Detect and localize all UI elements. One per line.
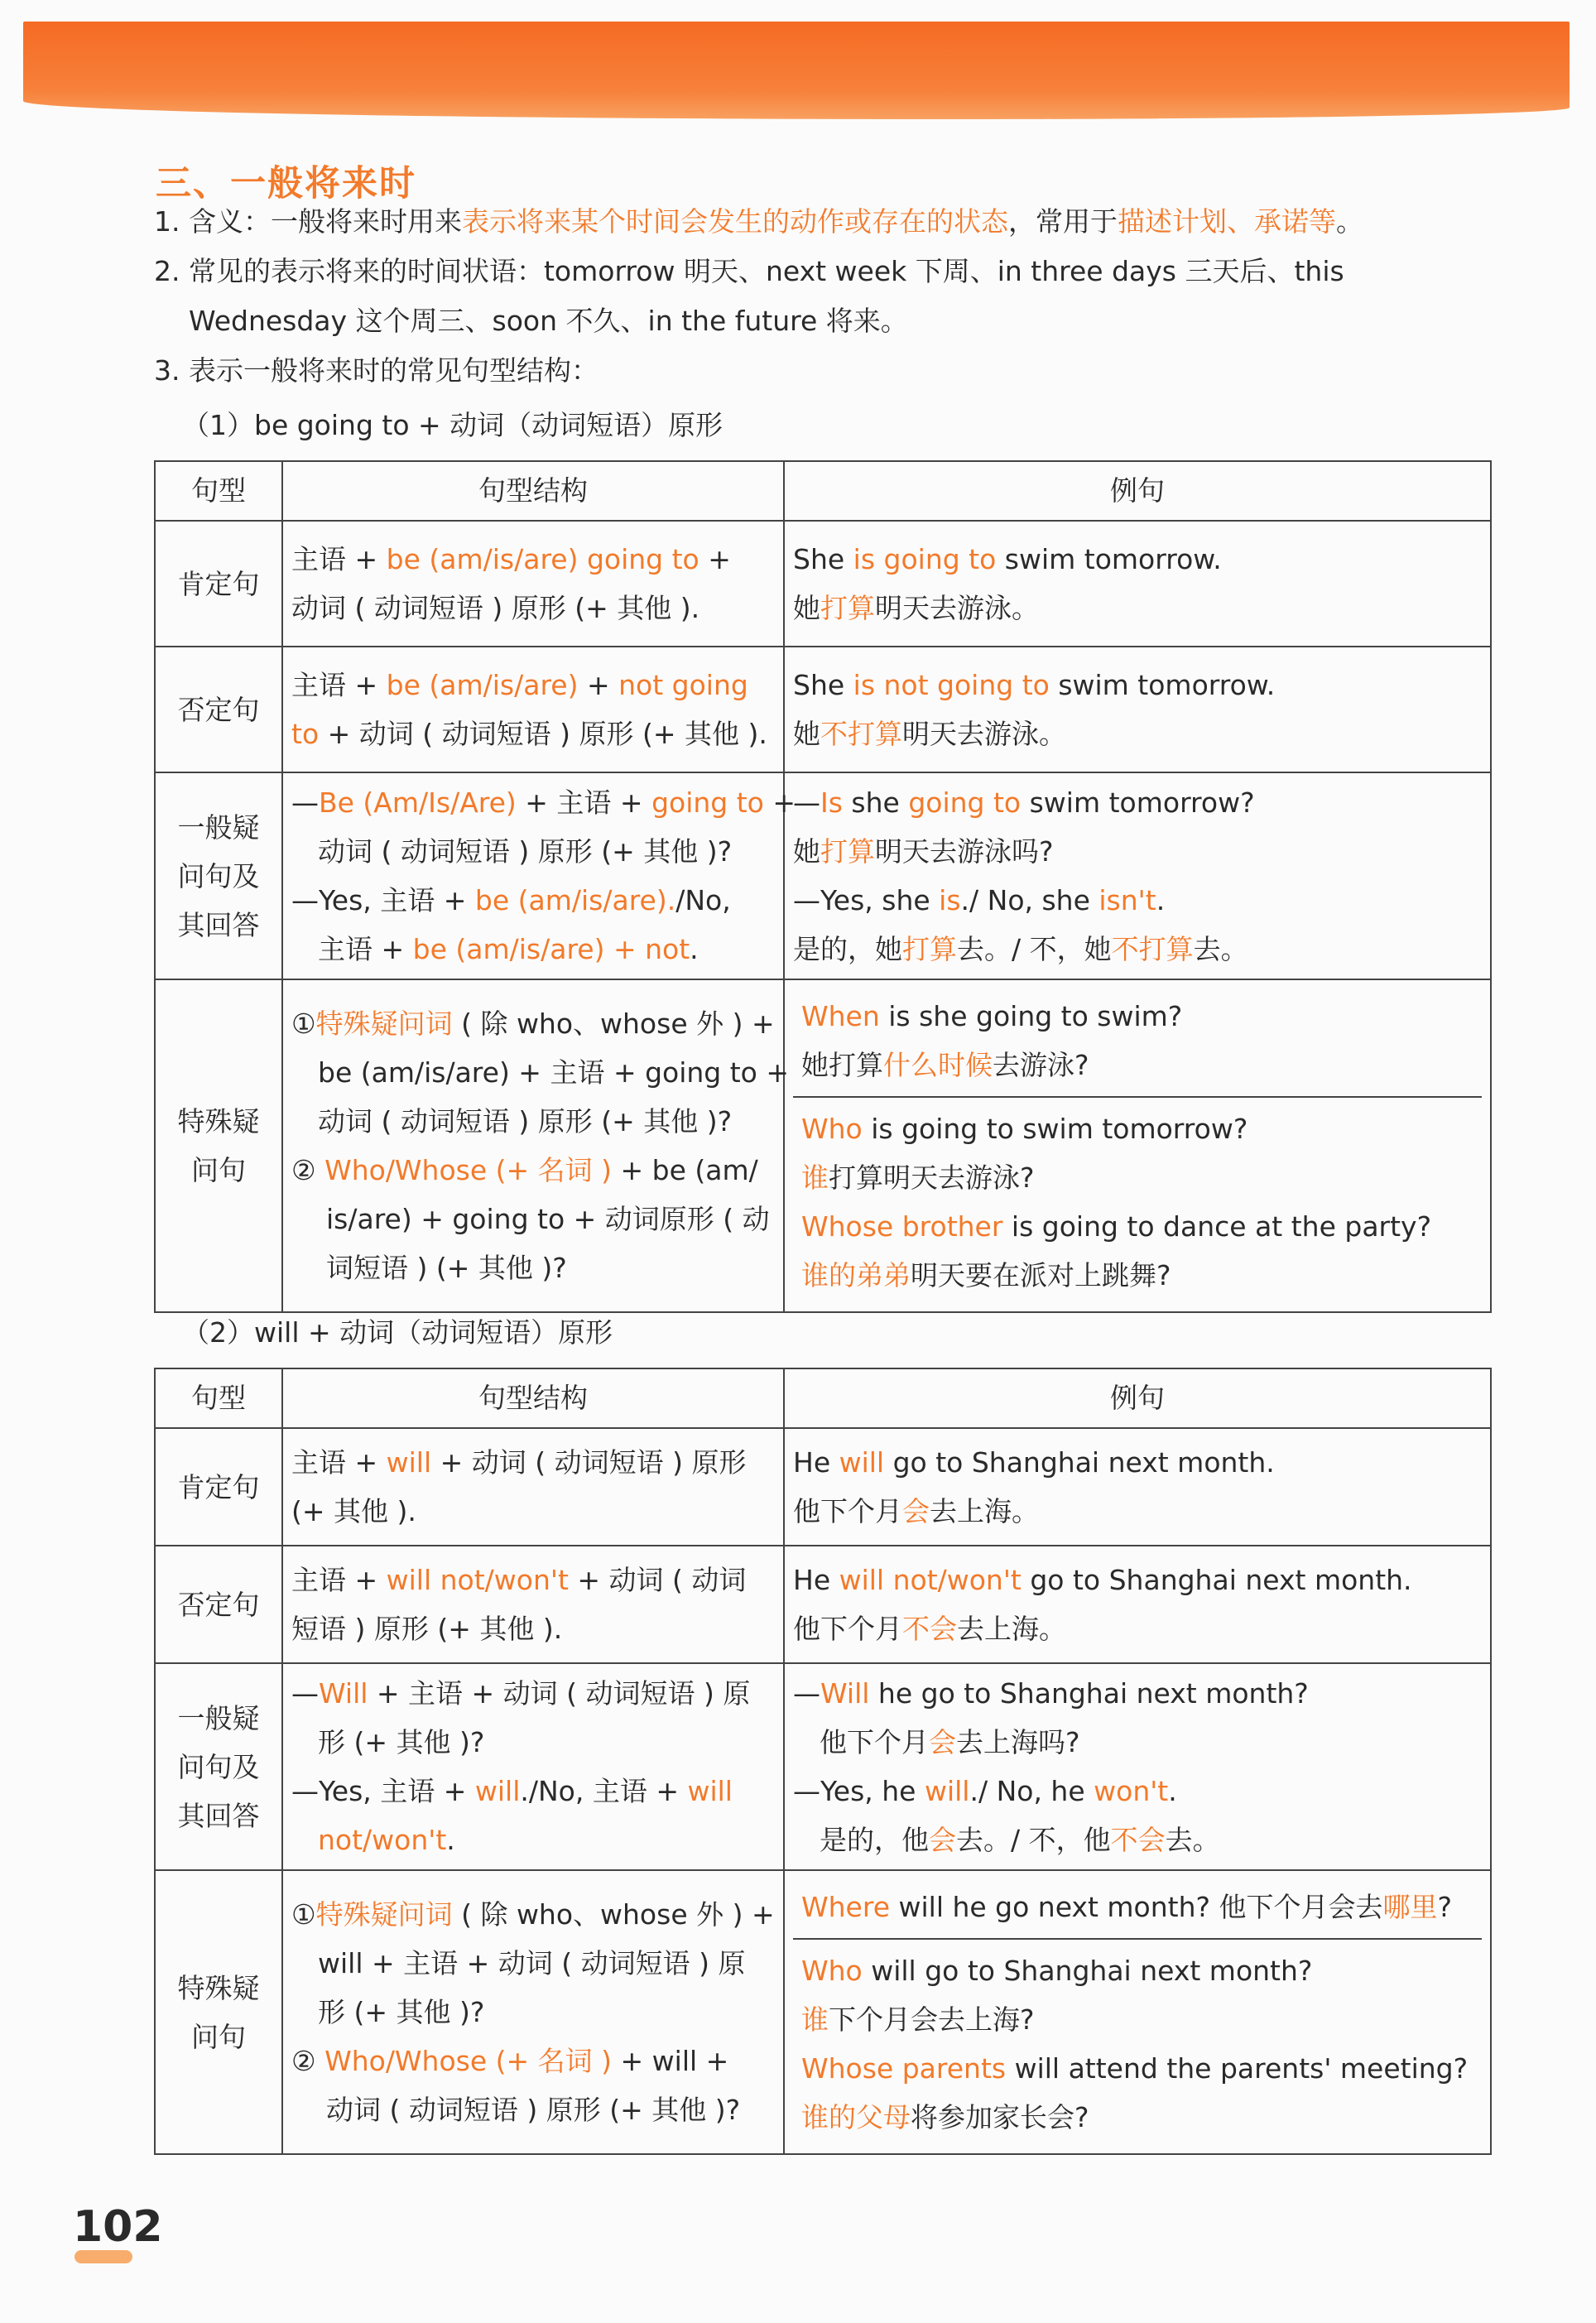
header-example: 例句 [784,461,1491,521]
sub-heading-be-going-to: （1）be going to + 动词（动词短语）原形 [182,409,723,441]
row-type: 特殊疑 问句 [155,979,282,1312]
table-row-yes-no-question [155,772,1491,979]
example-cell: —Is she going to swim tomorrow? 她打算明天去游泳吗? —Yes, she is./ No, she isn't. 是的，她打算去。/ 不，她不打算去。 [784,772,1491,979]
structure-cell: —Be (Am/Is/Are) + 主语 + going to + 动词 ( 动词短语 ) 原形 (+ 其他 )? —Yes, 主语 + be (am/is/are)./No, 主语 + be (am/is/are) + not. [282,772,784,979]
row-type: 否定句 [155,1546,282,1663]
structure-cell: 主语 + be (am/is/are) + not going to + 动词 ( 动词短语 ) 原形 (+ 其他 ). [282,647,784,772]
row-type: 特殊疑 问句 [155,1870,282,2154]
page-number-underline [75,2250,132,2263]
point-1-highlight: 表示将来某个时间会发生的动作或存在的状态 [461,205,1008,238]
row-type: 一般疑 问句及 其回答 [155,772,282,979]
example-cell: He will not/won't go to Shanghai next month. 他下个月不会去上海。 [784,1546,1491,1663]
top-banner [23,22,1570,119]
structure-cell: 主语 + be (am/is/are) going to + 动词 ( 动词短语 ) 原形 (+ 其他 ). [282,521,784,647]
structure-cell: 主语 + will + 动词 ( 动词短语 ) 原形 (+ 其他 ). [282,1428,784,1546]
table-row-wh-question [155,1870,1491,2154]
point-3: 3. 表示一般将来时的常见句型结构： [154,354,598,387]
header-type: 句型 [155,1368,282,1428]
example-part-1: When is she going to swim? 她打算什么时候去游泳? [801,1000,1183,1081]
example-part-2: Who will go to Shanghai next month? 谁下个月会去上海? Whose parents will attend the parents' meeting? 谁的父母将参加家长会? [793,1938,1482,2148]
table-row-affirmative [155,521,1491,647]
example-part-2: Who is going to swim tomorrow? 谁打算明天去游泳? Whose brother is going to dance at the party? 谁的弟弟明天要在派对上跳舞? [793,1096,1482,1306]
point-2-line-2: Wednesday 这个周三、soon 不久、in the future 将来。 [189,305,908,337]
row-type: 否定句 [155,647,282,772]
header-type: 句型 [155,461,282,521]
point-2-line-1: 2. 常见的表示将来的时间状语：tomorrow 明天、next week 下周、in three days 三天后、this [154,255,1344,287]
structure-cell: 主语 + will not/won't + 动词 ( 动词 短语 ) 原形 (+ 其他 ). [282,1546,784,1663]
structure-cell: ①特殊疑问词 ( 除 who、whose 外 ) + will + 主语 + 动词 ( 动词短语 ) 原 形 (+ 其他 )? ② Who/Whose (+ 名词 ) + will + 动词 ( 动词短语 ) 原形 (+ 其他 )? [282,1870,784,2154]
header-structure: 句型结构 [282,461,784,521]
example-cell: He will go to Shanghai next month. 他下个月会去上海。 [784,1428,1491,1546]
example-part-1: Where will he go next month? 他下个月会去哪里? [801,1891,1453,1923]
table-be-going-to [154,460,1492,1313]
example-cell: —Will he go to Shanghai next month? 他下个月会去上海吗? —Yes, he will./ No, he won't. 是的，他会去。/ 不，他不会去。 [784,1663,1491,1870]
row-type: 肯定句 [155,521,282,647]
table-row-affirmative [155,1428,1491,1546]
example-cell: She is going to swim tomorrow. 她打算明天去游泳。 [784,521,1491,647]
point-1-end: 。 [1335,205,1363,238]
table-header-row [155,461,1491,521]
table-row-negative [155,1546,1491,1663]
table-row-negative [155,647,1491,772]
point-1-prefix: 1. 含义：一般将来时用来 [154,205,462,238]
header-example: 例句 [784,1368,1491,1428]
table-row-yes-no-question [155,1663,1491,1870]
table-row-wh-question [155,979,1491,1312]
point-1 [154,197,1363,247]
section-title: 三、一般将来时 [156,163,416,204]
example-cell [784,1870,1491,2154]
example-cell: She is not going to swim tomorrow. 她不打算明天去游泳。 [784,647,1491,772]
table-header-row [155,1368,1491,1428]
point-1-highlight-2: 描述计划、承诺等 [1117,205,1336,238]
page-number: 102 [73,2202,163,2252]
row-type: 肯定句 [155,1428,282,1546]
sub-heading-will: （2）will + 动词（动词短语）原形 [182,1316,613,1349]
structure-cell: ①特殊疑问词 ( 除 who、whose 外 ) + be (am/is/are) + 主语 + going to + 动词 ( 动词短语 ) 原形 (+ 其他 )? ② Who/Whose (+ 名词 ) + be (am/ is/are) + going to + 动词原形 ( 动 词短语 ) (+ 其他 )? [282,979,784,1312]
table-will [154,1368,1492,2155]
structure-cell: —Will + 主语 + 动词 ( 动词短语 ) 原 形 (+ 其他 )? —Yes, 主语 + will./No, 主语 + will not/won't. [282,1663,784,1870]
row-type: 一般疑 问句及 其回答 [155,1663,282,1870]
point-1-mid: ，常用于 [1007,205,1118,238]
example-cell [784,979,1491,1312]
header-structure: 句型结构 [282,1368,784,1428]
